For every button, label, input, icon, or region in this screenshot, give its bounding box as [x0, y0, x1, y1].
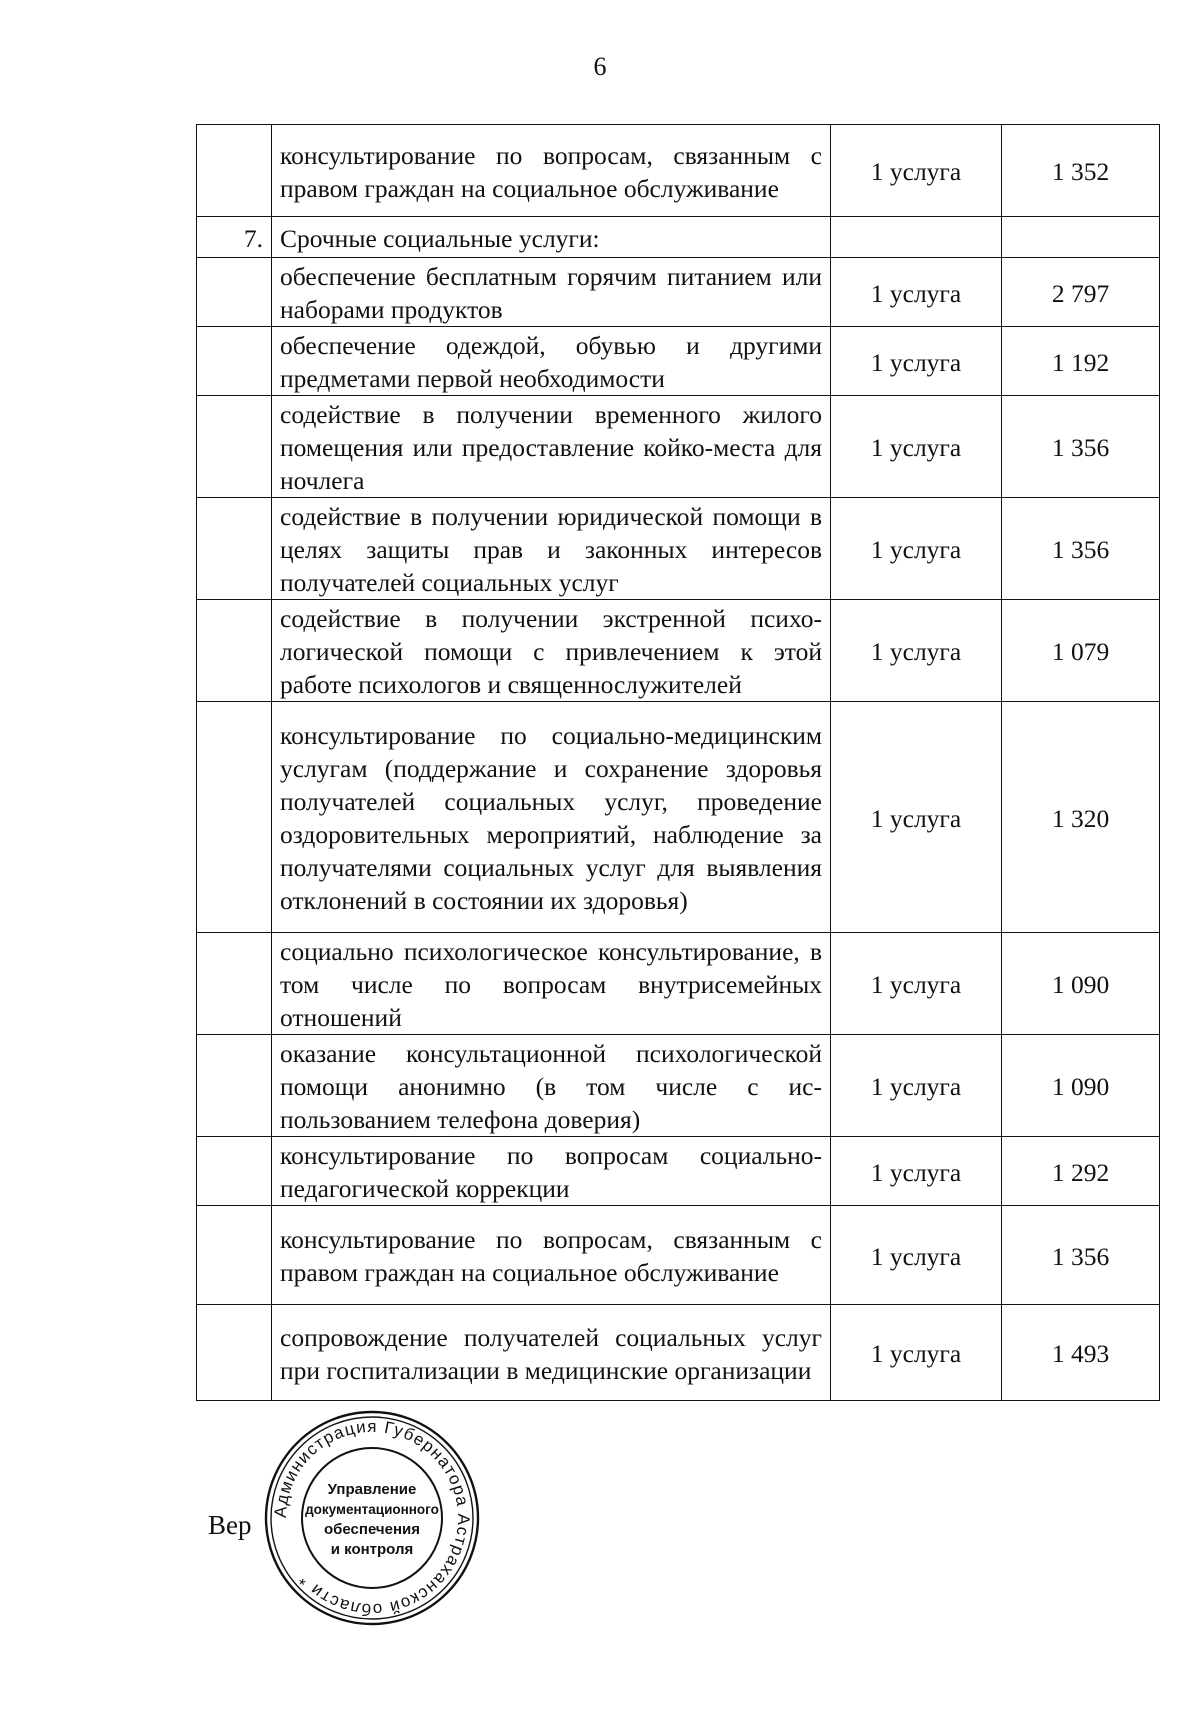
table-row	[197, 933, 1160, 1035]
service-unit: 1 услуга	[831, 327, 1002, 396]
row-number	[197, 1206, 272, 1305]
service-unit	[831, 217, 1002, 258]
service-unit: 1 услуга	[831, 600, 1002, 702]
service-description: консультирование по вопросам социально-педагогической коррекции	[272, 1137, 831, 1206]
service-price: 1 090	[1002, 1035, 1160, 1137]
service-unit: 1 услуга	[831, 498, 1002, 600]
official-stamp	[262, 1408, 482, 1628]
stamp-line-3: обеспечения	[323, 1521, 421, 1538]
page-number: 6	[593, 52, 607, 81]
stamp-ring-text: Администрация Губернатора Астраханской области *	[270, 1416, 474, 1620]
service-description: консультирование по вопросам, связанным с правом граждан на социальное обслуживание	[272, 125, 831, 217]
table-row	[197, 498, 1160, 600]
service-price: 1 292	[1002, 1137, 1160, 1206]
service-description: содействие в получении временного жилого помещения или предоставление койко-места для ночлега	[272, 396, 831, 498]
service-description: оказание консультационной психологической помощи анонимно (в том числе с использованием телефона доверия)	[272, 1035, 831, 1137]
footer-text: Вер	[208, 1510, 252, 1540]
stamp-seal-icon	[262, 1408, 482, 1628]
service-description: содействие в получении юридической помощи в целях защиты прав и законных интересов получателей социальных услуг	[272, 498, 831, 600]
row-number	[197, 396, 272, 498]
service-price: 1 356	[1002, 1206, 1160, 1305]
row-number	[197, 702, 272, 933]
service-description: консультирование по социально-медицинским услугам (поддержание и сохранение здоровья получателей социальных услуг, проведение оздоровительных мероприятий, наблюдение за получателями социальных услуг для выявления отклонений в состоянии их здоровья)	[272, 702, 831, 933]
table-row	[197, 327, 1160, 396]
table-row	[197, 702, 1160, 933]
stamp-line-4: и контроля	[330, 1541, 414, 1558]
service-description: обеспечение бесплатным горячим питанием или наборами продуктов	[272, 258, 831, 327]
row-number	[197, 1035, 272, 1137]
services-table	[196, 124, 1160, 1401]
service-price: 1 192	[1002, 327, 1160, 396]
service-price: 1 356	[1002, 498, 1160, 600]
service-price: 1 079	[1002, 600, 1160, 702]
service-price: 1 356	[1002, 396, 1160, 498]
row-number: 7.	[197, 217, 272, 258]
service-unit: 1 услуга	[831, 258, 1002, 327]
table-row	[197, 1206, 1160, 1305]
stamp-line-1: Управление	[327, 1481, 417, 1498]
service-price: 1 493	[1002, 1305, 1160, 1401]
service-description: сопровождение получателей социальных услуг при госпитализации в медицинские организации	[272, 1305, 831, 1401]
row-number	[197, 600, 272, 702]
service-price: 1 352	[1002, 125, 1160, 217]
table-row	[197, 1137, 1160, 1206]
service-unit: 1 услуга	[831, 702, 1002, 933]
row-number	[197, 125, 272, 217]
stamp-line-2: документационного	[305, 1502, 439, 1517]
service-description: содействие в получении экстренной психологической помощи с привлечением к этой работе психологов и священнослужителей	[272, 600, 831, 702]
row-number	[197, 258, 272, 327]
row-number	[197, 498, 272, 600]
service-unit: 1 услуга	[831, 125, 1002, 217]
row-number	[197, 327, 272, 396]
service-description: консультирование по вопросам, связанным с правом граждан на социальное обслуживание	[272, 1206, 831, 1305]
table-row	[197, 396, 1160, 498]
service-unit: 1 услуга	[831, 933, 1002, 1035]
service-description: обеспечение одеждой, обувью и другими предметами первой необходимости	[272, 327, 831, 396]
service-description: социально психологическое консультирование, в том числе по вопросам внутрисемейных отношений	[272, 933, 831, 1035]
service-price	[1002, 217, 1160, 258]
row-number	[197, 1137, 272, 1206]
table-row	[197, 125, 1160, 217]
row-number	[197, 933, 272, 1035]
table-row	[197, 1035, 1160, 1137]
table-row	[197, 1305, 1160, 1401]
table-row	[197, 217, 1160, 258]
service-unit: 1 услуга	[831, 1137, 1002, 1206]
table-row	[197, 258, 1160, 327]
service-unit: 1 услуга	[831, 1206, 1002, 1305]
service-price: 1 090	[1002, 933, 1160, 1035]
service-unit: 1 услуга	[831, 396, 1002, 498]
table-row	[197, 600, 1160, 702]
service-unit: 1 услуга	[831, 1305, 1002, 1401]
section-heading: Срочные социальные услуги:	[272, 217, 831, 258]
service-price: 1 320	[1002, 702, 1160, 933]
service-unit: 1 услуга	[831, 1035, 1002, 1137]
row-number	[197, 1305, 272, 1401]
service-price: 2 797	[1002, 258, 1160, 327]
